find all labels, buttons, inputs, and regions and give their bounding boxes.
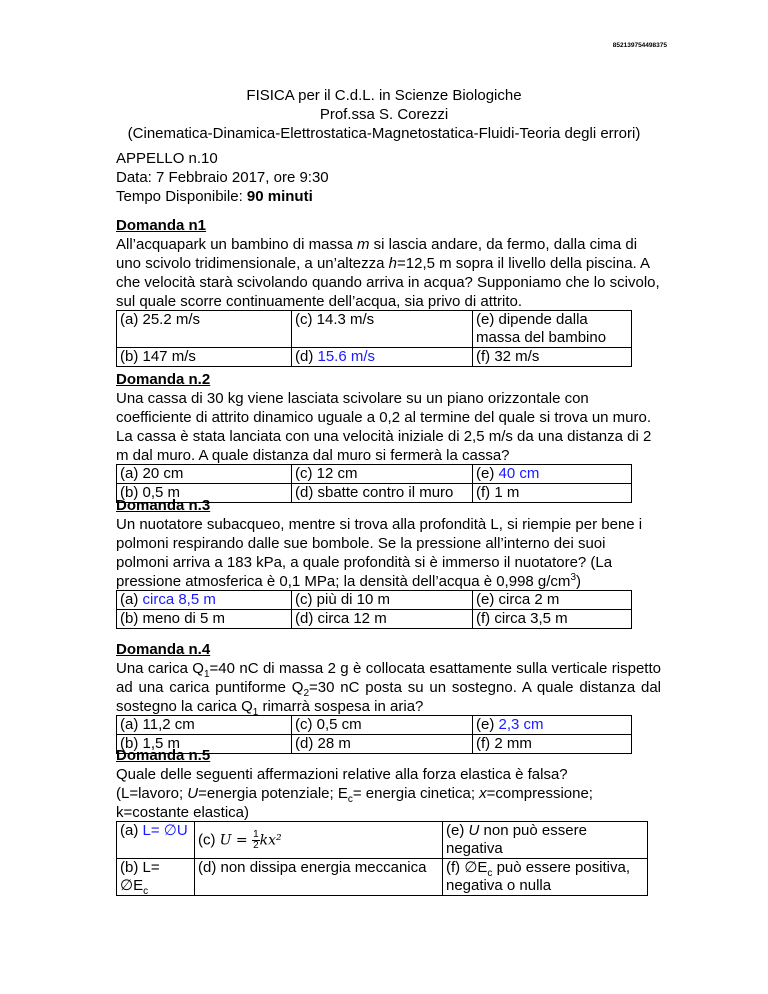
- question-title: Domanda n.4: [116, 641, 211, 658]
- time-available: [116, 187, 329, 206]
- option-d: (d) 15.6 m/s: [292, 348, 473, 367]
- option-b: (b) meno di 5 m: [117, 610, 292, 629]
- option-d: (d) 28 m: [292, 735, 473, 754]
- question-title: Domanda n.3: [116, 497, 211, 514]
- option-e: (e) 40 cm: [473, 465, 632, 484]
- question-text: Una carica $Q_1=40$ nC di massa 2 g è collocata esattamente sulla verticale rispetto ad una carica puntiforme $Q_2=30$ nC posta su un sostegno. A quale distanza dal sostegno la carica $Q_1$ rimarrà sospesa in aria?: [116, 660, 661, 718]
- option-e: (e) circa 2 m: [473, 591, 632, 610]
- option-e: (e) 2,3 cm: [473, 716, 632, 735]
- option-e: (e) dipende dalla massa del bambino: [473, 311, 632, 348]
- question-title: Domanda n1: [116, 217, 207, 234]
- question-4: [116, 640, 661, 754]
- option-b: (b) $L= \emptyset E_c$: [117, 859, 195, 896]
- option-d: (d) non dissipa energia meccanica: [195, 859, 443, 896]
- correct-answer: 40 cm: [498, 465, 540, 482]
- option-f: (f) 1 m: [473, 484, 632, 503]
- option-b: (b) 0,5 m: [117, 484, 292, 503]
- answer-table: [116, 310, 632, 367]
- question-text: Quale delle seguenti affermazioni relative alla forza elastica è falsa?: [116, 766, 568, 783]
- correct-answer: circa 8,5 m: [142, 591, 216, 608]
- option-b: (b) 147 m/s: [117, 348, 292, 367]
- option-f: (f) $\emptyset E_c$ può essere positiva, negativa o nulla: [443, 859, 648, 896]
- question-text: Un nuotatore subacqueo, mentre si trova alla profondità L, si riempie per bene i polmoni respirando dalle sue bombole. Se la pressione all’interno dei suoi polmoni arriva a 183 kPa, a quale profondità si è immerso il nuotatore? (La pressione atmosferica è 0,1 MPa; la densità dell’acqua è 0,998 $g/cm^3$): [116, 516, 643, 590]
- correct-answer: L= ∅U: [142, 822, 188, 839]
- answer-table: [116, 590, 632, 629]
- answer-table: [116, 821, 648, 896]
- question-legend: (L=lavoro; U=energia potenziale; $E_c=$ energia cinetica; x=compressione;: [116, 785, 593, 805]
- option-d: (d) circa 12 m: [292, 610, 473, 629]
- option-c: (c) più di 10 m: [292, 591, 473, 610]
- option-b: (b) 1,5 m: [117, 735, 292, 754]
- appello-number: APPELLO n.10: [116, 150, 218, 167]
- professor-name: Prof.ssa S. Corezzi: [319, 106, 449, 123]
- option-a: (a) L= ∅U: [117, 822, 195, 859]
- question-legend-2: k=costante elastica): [116, 804, 249, 821]
- option-c: (c) 0,5 cm: [292, 716, 473, 735]
- option-a: (a) 11,2 cm: [117, 716, 292, 735]
- option-c: (c) U = $\frac{1}{2}$ kx²: [195, 822, 443, 859]
- fraction: $\frac{1}{2}$: [253, 828, 259, 851]
- question-text: All’acquapark un bambino di massa m si lascia andare, da fermo, dalla cima di uno scivolo tridimensionale, a un’altezza h=12,5 m sopra il livello della piscina. A che velocità starà scivolando quando arriva in acqua? Supponiamo che lo scivolo, sul quale scorre continuamente dell’acqua, sia privo di attrito.: [116, 236, 660, 310]
- time-value: 90 minuti: [246, 188, 313, 205]
- time-label: Tempo Disponibile:: [116, 188, 247, 205]
- exam-meta: [116, 149, 329, 206]
- option-c: (c) 12 cm: [292, 465, 473, 484]
- exam-date: Data: 7 Febbraio 2017, ore 9:30: [116, 169, 329, 186]
- correct-answer: 15.6 m/s: [317, 348, 376, 365]
- question-2: [116, 370, 661, 503]
- option-f: (f) 2 mm: [473, 735, 632, 754]
- correct-answer: 2,3 cm: [498, 716, 544, 733]
- option-e: (e) U non può essere negativa: [443, 822, 648, 859]
- option-a: (a) 20 cm: [117, 465, 292, 484]
- option-c: (c) 14.3 m/s: [292, 311, 473, 348]
- option-a: (a) 25.2 m/s: [117, 311, 292, 348]
- option-a: (a) circa 8,5 m: [117, 591, 292, 610]
- course-title: FISICA per il C.d.L. in Scienze Biologiche: [246, 87, 522, 104]
- option-f: (f) circa 3,5 m: [473, 610, 632, 629]
- question-title: Domanda n.5: [116, 747, 211, 764]
- question-3: [116, 496, 661, 629]
- question-text: Una cassa di 30 kg viene lasciata scivolare su un piano orizzontale con coefficiente di attrito dinamico uguale a 0,2 al termine del quale si trova un muro. La cassa è stata lanciata con una velocità iniziale di 2,5 m/s da una distanza di 2 m dal muro. A quale distanza dal muro si fermerà la cassa?: [116, 390, 652, 464]
- course-topics: (Cinematica-Dinamica-Elettrostatica-Magnetostatica-Fluidi-Teoria degli errori): [127, 125, 641, 142]
- exam-header: [100, 86, 668, 143]
- option-f: (f) 32 m/s: [473, 348, 632, 367]
- question-title: Domanda n.2: [116, 371, 211, 388]
- question-5: [116, 746, 661, 896]
- option-d: (d) sbatte contro il muro: [292, 484, 473, 503]
- question-1: [116, 216, 661, 367]
- document-id: 852139754498375: [612, 42, 667, 49]
